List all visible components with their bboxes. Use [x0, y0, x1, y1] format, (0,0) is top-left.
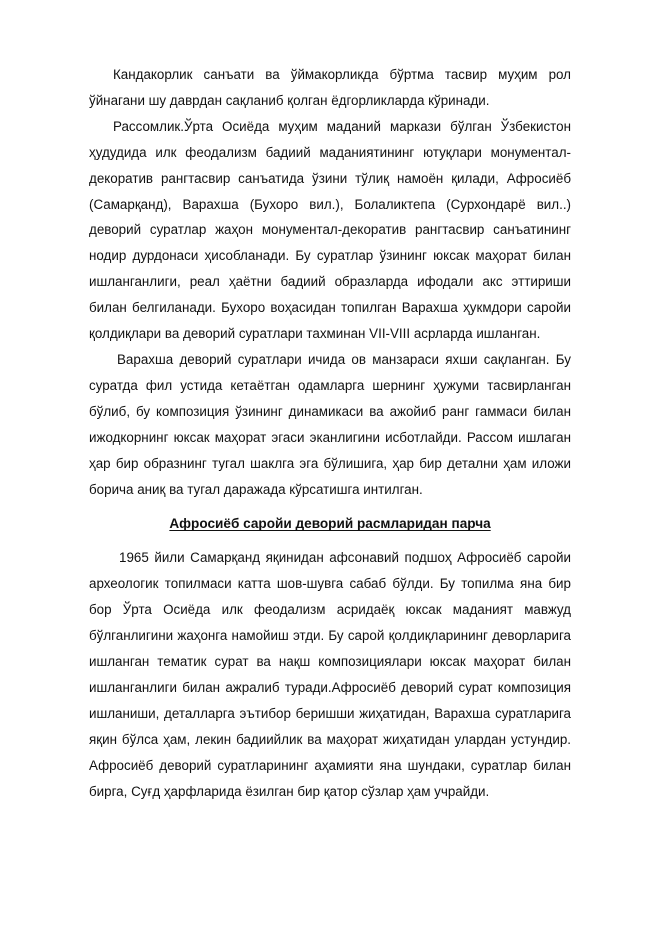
- section-heading: Афросиёб саройи деворий расмларидан парча: [169, 516, 491, 532]
- paragraph-painting: Рассомлик.Ўрта Осиёда муҳим маданий маркази бўлган Ўзбекистон ҳудудида илк феодализм бадиий маданиятининг ютуқлари монументал-декоратив рангтасвир санъатида ўзини тўлиқ намоён қилади, Афросиёб (Самарқанд), Варахша (Бухоро вил.), Болаликтепа (Сурхондарё вил..) деворий суратлар жаҳон монументал-декоратив рангтасвир санъатининг нодир дурдонаси ҳисобланади. Бу суратлар ўзининг юксак маҳорат билан ишланганлиги, реал ҳаётни бадиий образларда ифодали акс эттириши билан белгиланади. Бухоро воҳасидан топилган Варахша ҳукмдори саройи қолдиқлари ва деворий суратлари тахминан VII-VIII асрларда ишланган.: [89, 118, 571, 342]
- paragraph-varakhsha: Варахша деворий суратлари ичида ов манзараси яхши сақланган. Бу суратда фил устида кетаётган одамларга шернинг ҳужуми тасвирланган бўлиб, бу композиция ўзининг динамикаси ва ажойиб ранг гаммаси билан ижодкорнинг юксак маҳорат эгаси эканлигини исботлайди. Рассом ишлаган ҳар бир образнинг тугал шаклга эга бўлишига, ҳар бир детални ҳам иложи борича аниқ ва тугал даражада кўрсатишга интилган.: [89, 351, 571, 497]
- document-page: [89, 62, 571, 804]
- paragraph-afrosiyob: 1965 йили Самарқанд яқинидан афсонавий подшоҳ Афросиёб саройи археологик топилмаси катта шов-шувга сабаб бўлди. Бу топилма яна бир бор Ўрта Осиёда илк феодализм асридаёқ юксак маданият мавжуд бўлганлигини жаҳонга намойиш этди. Бу сарой қолдиқларининг деворларига ишланган тематик сурат ва нақш композициялари юксак маҳорат билан ишланганлиги билан ажралиб туради.Афросиёб деворий сурат композиция ишланиши, деталларга эътибор беришши жиҳатидан, Варахша суратларига яқин бўлса ҳам, лекин бадиийлик ва маҳорат жиҳатидан улардан устундир. Афросиёб деворий суратларининг аҳамияти яна шундаки, суратлар билан бирга, Суғд ҳарфларида ёзилган бир қатор сўзлар ҳам учрайди.: [89, 550, 571, 799]
- paragraph-carving: Кандакорлик санъати ва ўймакорликда бўртма тасвир муҳим рол ўйнагани шу даврдан сақланиб қолган ёдгорликларда кўринади.: [89, 67, 571, 108]
